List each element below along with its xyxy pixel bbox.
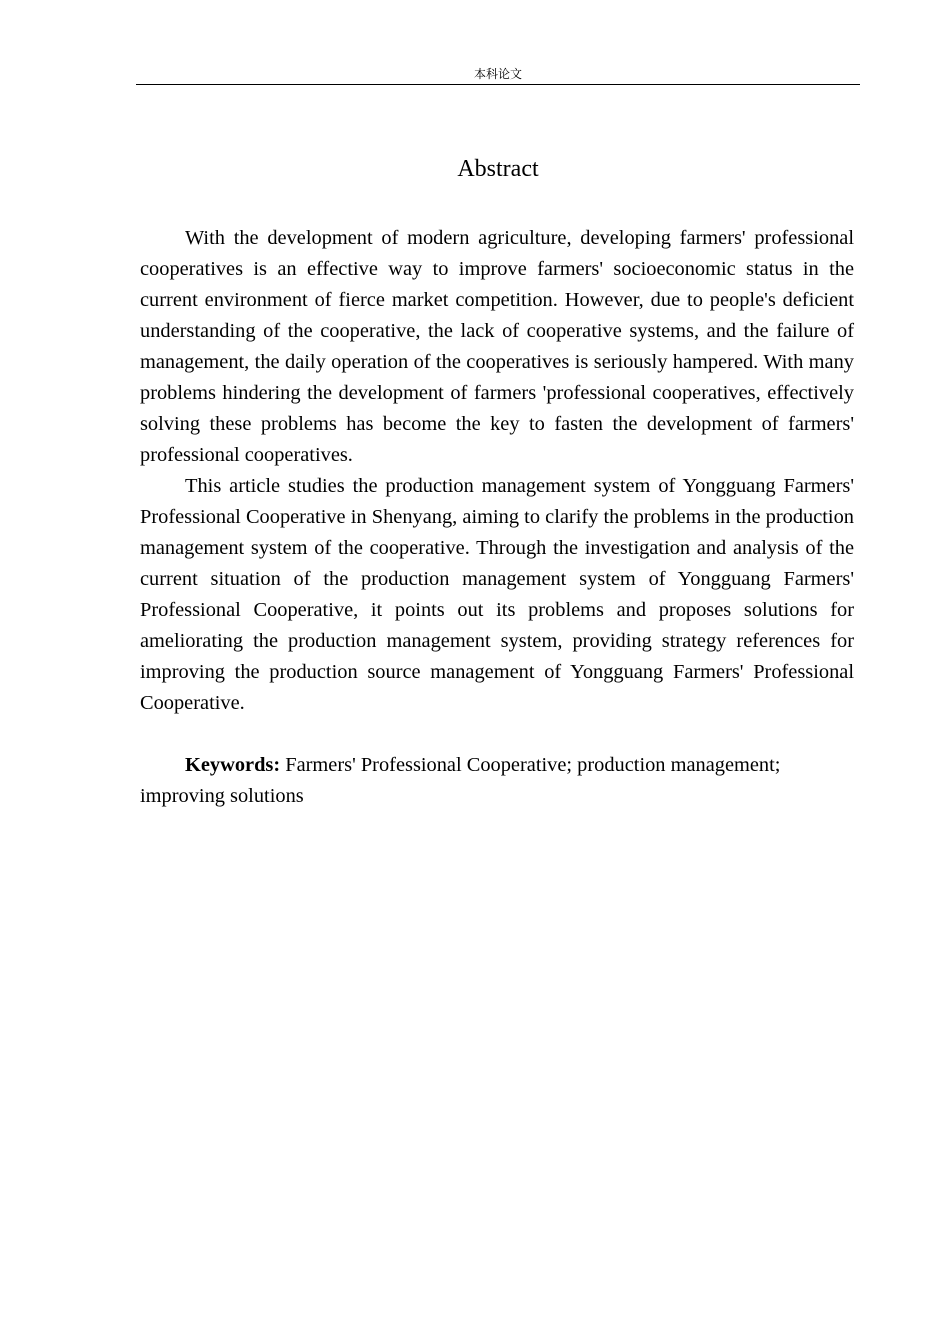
keywords-label: Keywords:: [185, 754, 281, 776]
keywords-text: Farmers' Professional Cooperative; production management; improving solutions: [140, 754, 781, 807]
keywords-line: [140, 750, 854, 812]
abstract-paragraph-1: With the development of modern agriculture, developing farmers' professional cooperatives is an effective way to improve farmers' socioeconomic status in the current environment of fierce market competition. However, due to people's deficient understanding of the cooperative, the lack of cooperative systems, and the failure of management, the daily operation of the cooperatives is seriously hampered. With many problems hindering the development of farmers 'professional cooperatives, effectively solving these problems has become the key to fasten the development of farmers' professional cooperatives.: [140, 227, 854, 466]
abstract-title: Abstract: [457, 156, 539, 182]
abstract-body: [140, 223, 854, 812]
page-header: 本科论文: [136, 64, 860, 85]
abstract-paragraph-2: This article studies the production management system of Yongguang Farmers' Professional Cooperative in Shenyang, aiming to clarify the problems in the production management system of the cooperative. Through the investigation and analysis of the current situation of the production management system of Yongguang Farmers' Professional Cooperative, it points out its problems and proposes solutions for ameliorating the production management system, providing strategy references for improving the production source management of Yongguang Farmers' Professional Cooperative.: [140, 475, 854, 714]
